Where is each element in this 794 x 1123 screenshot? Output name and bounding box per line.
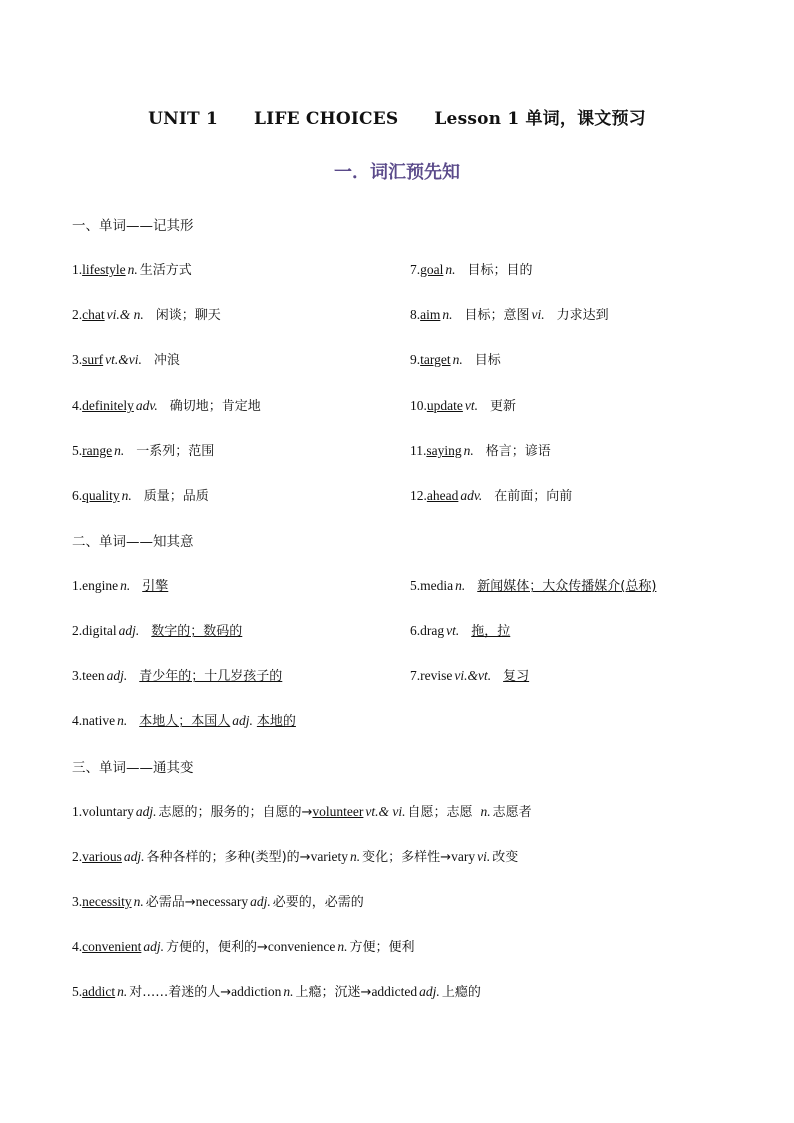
- word-family-item: 2.various adj. 各种各样的；多种(类型)的→variety n. 变化；多样性→vary vi. 改变: [72, 849, 519, 865]
- section1-heading: 一、单词——记其形: [72, 218, 194, 234]
- vocab-item: 2.digital adj. 数字的；数码的: [72, 623, 243, 639]
- vocab-item: 11.saying n. 格言；谚语: [410, 443, 551, 459]
- word-family-item: 4.convenient adj. 方便的，便利的→convenience n. 方便；便利: [72, 939, 415, 955]
- vocab-item: 5.range n. 一系列；范围: [72, 443, 215, 459]
- word-family-item: 3.necessity n. 必需品→necessary adj. 必要的，必需的: [72, 894, 364, 910]
- vocab-item: 2.chat vi.& n. 闲谈；聊天: [72, 307, 221, 323]
- vocab-item: 4.native n. 本地人；本国人 adj. 本地的: [72, 713, 296, 729]
- unit-name: LIFE CHOICES: [254, 109, 399, 129]
- section2-heading: 二、单词——知其意: [72, 534, 194, 550]
- section-subtitle: 一．词汇预先知: [334, 162, 460, 183]
- vocab-item: 8.aim n. 目标；意图 vi. 力求达到: [410, 307, 609, 323]
- page-title: [0, 104, 794, 129]
- vocab-item: 1.lifestyle n. 生活方式: [72, 262, 192, 278]
- vocab-item: 10.update vt. 更新: [410, 398, 517, 414]
- vocab-item: 3.teen adj. 青少年的；十几岁孩子的: [72, 668, 283, 684]
- vocab-item: 6.drag vt. 拖，拉: [410, 623, 511, 639]
- section3-heading: 三、单词——通其变: [72, 760, 194, 776]
- vocab-item: 4.definitely adv. 确切地；肯定地: [72, 398, 261, 414]
- vocab-item: 6.quality n. 质量；品质: [72, 488, 209, 504]
- vocab-item: 3.surf vt.&vi. 冲浪: [72, 352, 180, 368]
- word-family-item: 1.voluntary adj. 志愿的；服务的；自愿的→volunteer vt.& vi. 自愿；志愿 n. 志愿者: [72, 804, 532, 820]
- vocab-item: 12.ahead adv. 在前面；向前: [410, 488, 573, 504]
- vocab-item: 9.target n. 目标: [410, 352, 501, 368]
- vocab-item: 5.media n. 新闻媒体；大众传播媒介(总称): [410, 578, 657, 594]
- vocab-item: 7.revise vi.&vt. 复习: [410, 668, 530, 684]
- vocab-item: 7.goal n. 目标；目的: [410, 262, 533, 278]
- lesson-label: Lesson 1 单词，课文预习: [434, 109, 646, 129]
- unit-label: UNIT 1: [148, 109, 219, 129]
- vocab-item: 1.engine n. 引擎: [72, 578, 169, 594]
- word-family-item: 5.addict n. 对……着迷的人→addiction n. 上瘾；沉迷→addicted adj. 上瘾的: [72, 984, 481, 1000]
